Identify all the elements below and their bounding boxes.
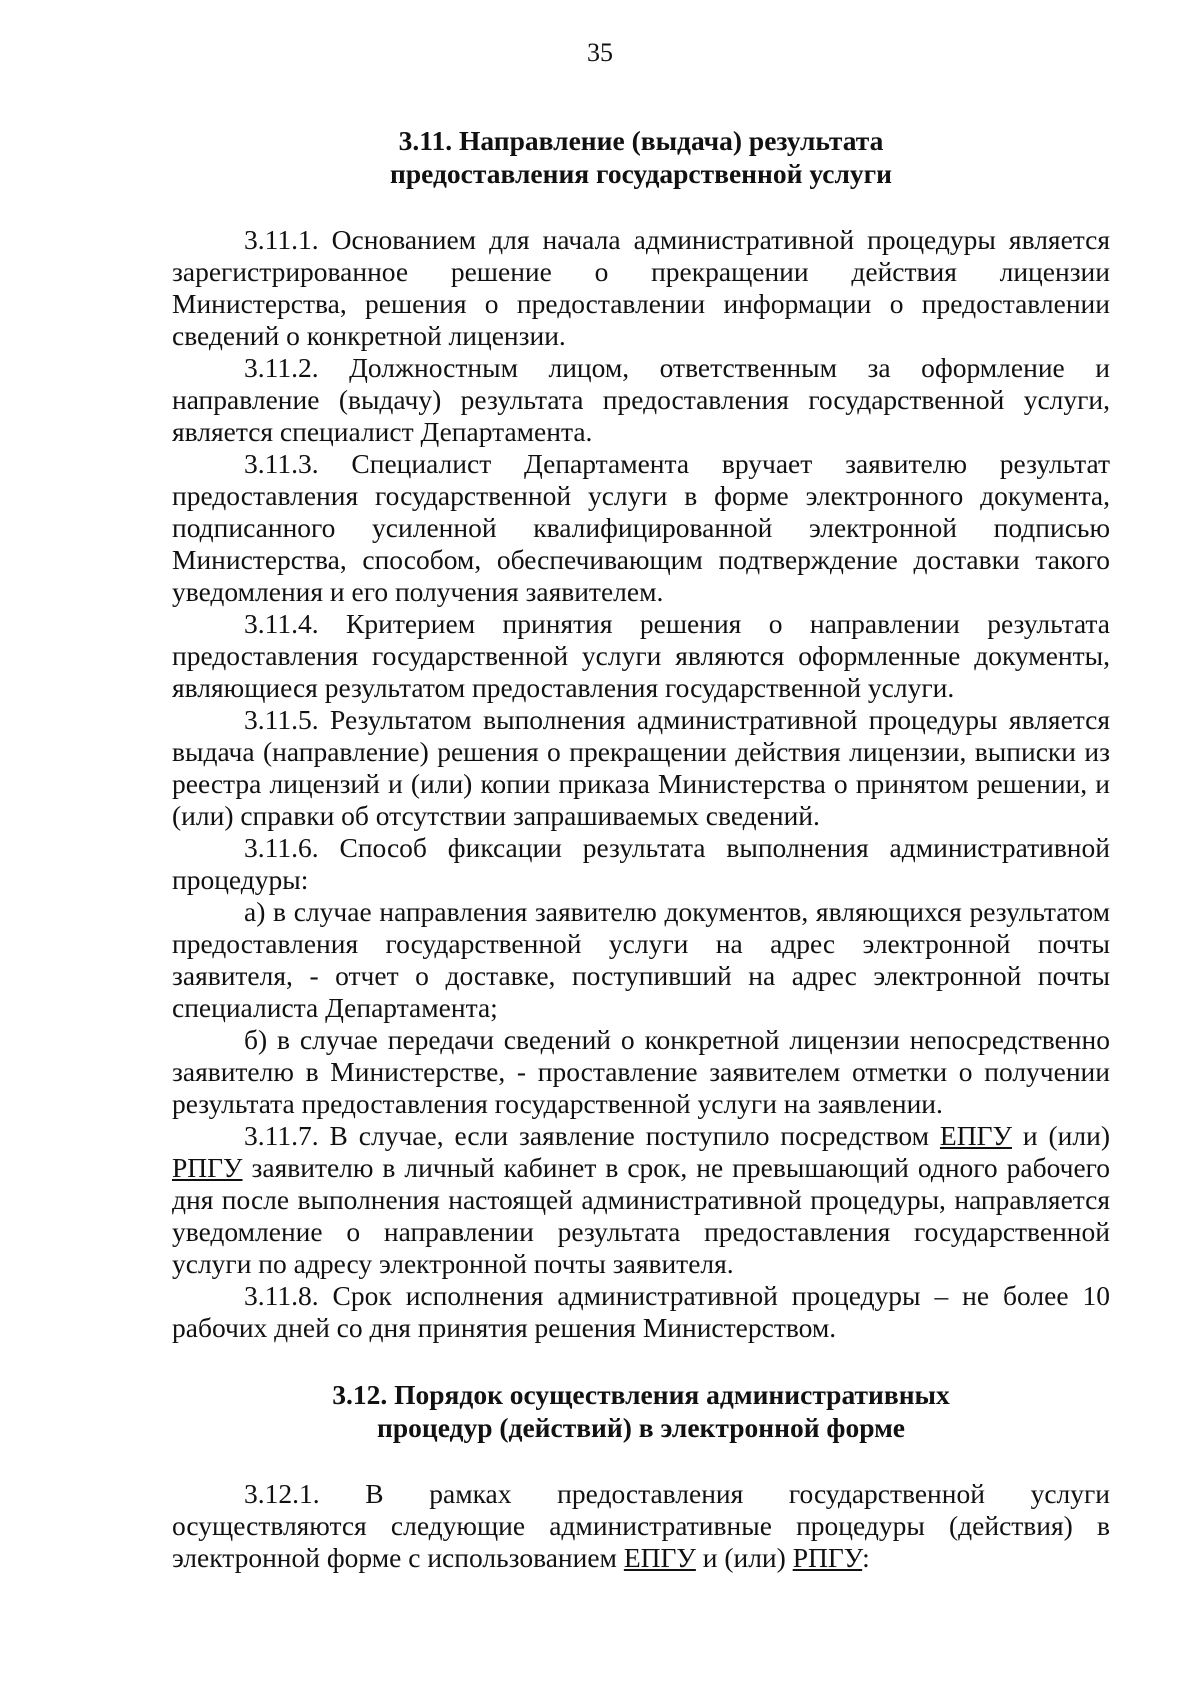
paragraph-3-11-7-start: 3.11.7. В случае, если заявление поступило посредством [244,1120,940,1151]
section-heading-3-12-line2: процедур (действий) в электронной форме [376,1412,906,1443]
paragraph-3-11-5: 3.11.5. Результатом выполнения административной процедуры является выдача (направление) решения о прекращении действия лицензии, выписки из реестра лицензий и (или) копии приказа Министерства о принятом решении, и (или) справки об отсутствии запрашиваемых сведений. [172,704,1110,831]
paragraph-3-11-8: 3.11.8. Срок исполнения административной процедуры – не более 10 рабочих дней со дня принятия решения Министерством. [172,1280,1110,1343]
paragraph-3-11-3: 3.11.3. Специалист Департамента вручает заявителю результат предоставления государственной услуги в форме электронного документа, подписанного усиленной квалифицированной электронной подписью Министерства, способом, обеспечивающим подтверждение доставки такого уведомления и его получения заявителем. [172,448,1110,607]
paragraph-3-12-1-start: 3.12.1. В рамках предоставления государственной услуги осуществляются следующие административные процедуры (действия) в электронной форме с использованием [172,1478,1110,1573]
page-number: 35 [587,38,613,67]
section-heading-3-11-line2: предоставления государственной услуги [390,158,892,189]
paragraph-3-12-1-end: : [862,1542,870,1573]
section-heading-3-12-line1: 3.12. Порядок осуществления административных [332,1379,950,1410]
page-content [172,124,1110,1574]
section-heading-3-11-line1: 3.11. Направление (выдача) результата [398,125,884,156]
paragraph-3-11-7-mid: и (или) [1011,1120,1110,1151]
section-heading-3-12 [172,1378,1110,1444]
paragraph-3-12-1-mid: и (или) [695,1542,793,1573]
paragraph-3-11-2: 3.11.2. Должностным лицом, ответственным за оформление и направление (выдачу) результата предоставления государственной услуги, является специалист Департамента. [172,352,1110,447]
paragraph-3-11-7-end: заявителю в личный кабинет в срок, не превышающий одного рабочего дня после выполнения настоящей административной процедуры, направляется уведомление о направлении результата предоставления государственной услуги по адресу электронной почты заявителя. [172,1152,1110,1279]
paragraph-3-11-6-a: а) в случае направления заявителю документов, являющихся результатом предоставления государственной услуги на адрес электронной почты заявителя, - отчет о доставке, поступивший на адрес электронной почты специалиста Департамента; [172,896,1110,1023]
paragraph-3-11-7 [172,1120,1110,1280]
epgu-term: ЕПГУ [623,1542,696,1573]
rpgu-term: РПГУ [792,1542,863,1573]
paragraph-3-11-6-b: б) в случае передачи сведений о конкретной лицензии непосредственно заявителю в Министерстве, - проставление заявителем отметки о получении результата предоставления государственной услуги на заявлении. [172,1024,1110,1119]
paragraph-3-11-6: 3.11.6. Способ фиксации результата выполнения административной процедуры: [172,832,1110,895]
paragraph-3-12-1 [172,1478,1110,1574]
rpgu-term: РПГУ [172,1152,243,1183]
paragraph-3-11-4: 3.11.4. Критерием принятия решения о направлении результата предоставления государственной услуги являются оформленные документы, являющиеся результатом предоставления государственной услуги. [172,608,1110,703]
section-heading-3-11 [172,124,1110,190]
paragraph-3-11-1: 3.11.1. Основанием для начала административной процедуры является зарегистрированное решение о прекращении действия лицензии Министерства, решения о предоставлении информации о предоставлении сведений о конкретной лицензии. [172,224,1110,351]
epgu-term: ЕПГУ [939,1120,1012,1151]
